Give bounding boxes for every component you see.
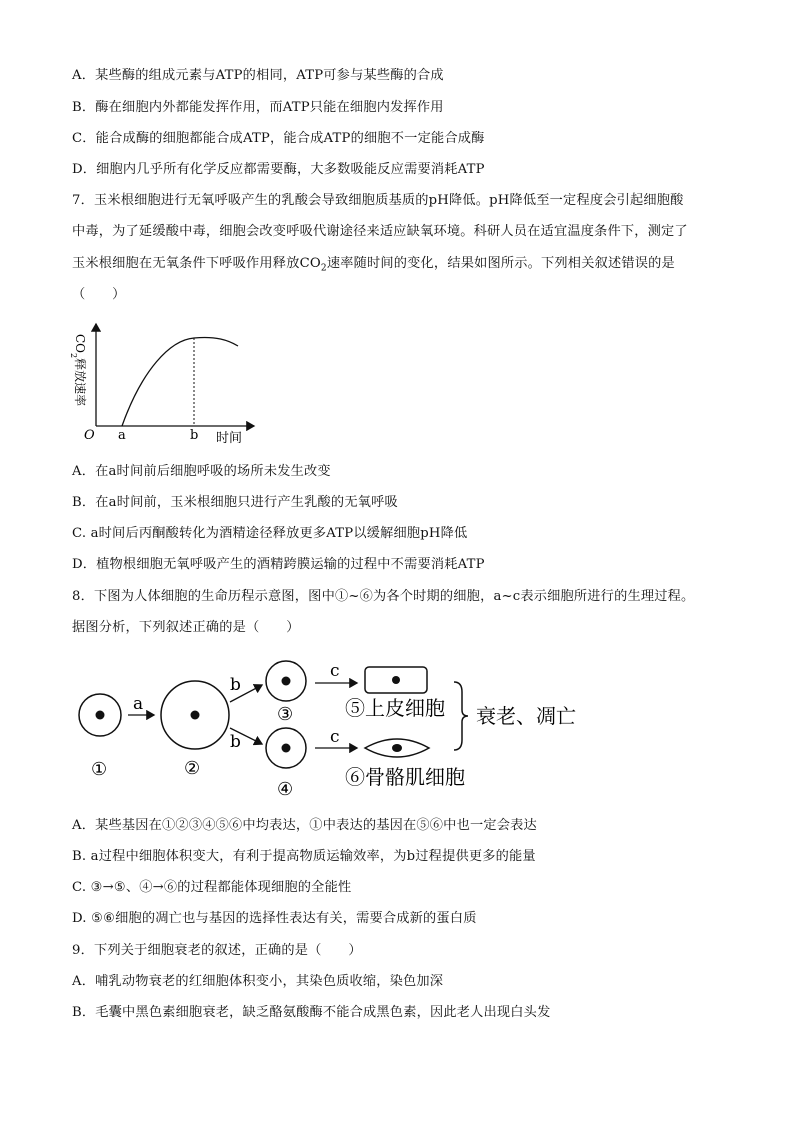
arrow-b-down-label: b [230,732,241,752]
q9-option-b: B．毛囊中黑色素细胞衰老，缺乏酪氨酸酶不能合成黑色素，因此老人出现白头发 [72,1005,551,1020]
q7-stem-line1: 7．玉米根细胞进行无氧呼吸产生的乳酸会导致细胞质基质的pH降低。pH降低至一定程度会引起细胞酸 [72,193,684,208]
origin-label: O [84,428,95,443]
q7-option-c: C. a时间后丙酮酸转化为酒精途径释放更多ATP以缓解细胞pH降低 [72,526,468,541]
cell-2-nucleus [191,711,200,720]
q8-option-d: D. ⑤⑥细胞的凋亡也与基因的选择性表达有关，需要合成新的蛋白质 [72,911,477,926]
arrow-b-up-label: b [230,675,241,695]
brace-text: 衰老、凋亡 [476,704,576,728]
arrow-c-down-label: c [330,727,340,747]
cell-1-nucleus [96,711,105,720]
label-2: ② [184,758,201,779]
x-axis-label: 时间 [216,431,243,446]
cell-4-nucleus [282,744,291,753]
q7-stem-line3: 玉米根细胞在无氧条件下呼吸作用释放$CO_2$速率随时间的变化，结果如图所示。下列相关叙述错误的是 [72,256,675,274]
q6-option-c: C．能合成酶的细胞都能合成ATP，能合成ATP的细胞不一定能合成酶 [72,131,485,146]
q8-option-b: B. a过程中细胞体积变大，有利于提高物质运输效率，为b过程提供更多的能量 [72,849,536,864]
tick-b: b [190,428,199,443]
cell-3-nucleus [282,677,291,686]
label-4: ④ [277,779,294,800]
cell-5-nucleus [392,676,400,684]
q7-option-a: A．在a时间前后细胞呼吸的场所未发生改变 [72,464,331,479]
q7-option-b: B．在a时间前，玉米根细胞只进行产生乳酸的无氧呼吸 [72,495,398,510]
label-1: ① [91,759,108,780]
q7-stem-line2: 中毒，为了延缓酸中毒，细胞会改变呼吸代谢途径来适应缺氧环境。科研人员在适宜温度条件下，测定了 [72,224,688,239]
q6-option-a: A．某些酶的组成元素与ATP的相同，ATP可参与某些酶的合成 [72,68,444,83]
q6-option-d: D．细胞内几乎所有化学反应都需要酶，大多数吸能反应需要消耗ATP [72,162,485,177]
q6-option-b: B．酶在细胞内外都能发挥作用，而ATP只能在细胞内发挥作用 [72,100,444,115]
q8-option-c: C. ③→⑤、④→⑥的过程都能体现细胞的全能性 [72,880,352,895]
q8-option-a: A．某些基因在①②③④⑤⑥中均表达，①中表达的基因在⑤⑥中也一定会表达 [72,818,537,833]
q9-stem: 9．下列关于细胞衰老的叙述，正确的是（ ） [72,943,362,958]
y-axis-label: $CO_2$释放速率 [70,334,87,407]
tick-a: a [118,428,126,443]
q8-stem-line2: 据图分析，下列叙述正确的是（ ） [72,620,300,635]
cell-6-label: ⑥骨骼肌细胞 [345,765,465,789]
label-3: ③ [277,704,294,725]
arrow-a-label: a [133,694,144,714]
q7-answer-paren: （ ） [72,287,126,302]
rate-curve [122,337,238,426]
q8-cell-diagram [72,652,602,802]
q7-option-d: D．植物根细胞无氧呼吸产生的酒精跨膜运输的过程中不需要消耗ATP [72,557,485,572]
cell-5-label: ⑤上皮细胞 [345,696,445,720]
q7-co2-graph [70,318,260,450]
arrow-c-up-label: c [330,661,340,681]
q8-stem-line1: 8．下图为人体细胞的生命历程示意图，图中①~⑥为各个时期的细胞，a~c表示细胞所进行的生理过程。 [72,589,695,604]
q9-option-a: A．哺乳动物衰老的红细胞体积变小，其染色质收缩，染色加深 [72,974,444,989]
cell-6-nucleus [392,744,402,752]
brace [454,682,468,750]
